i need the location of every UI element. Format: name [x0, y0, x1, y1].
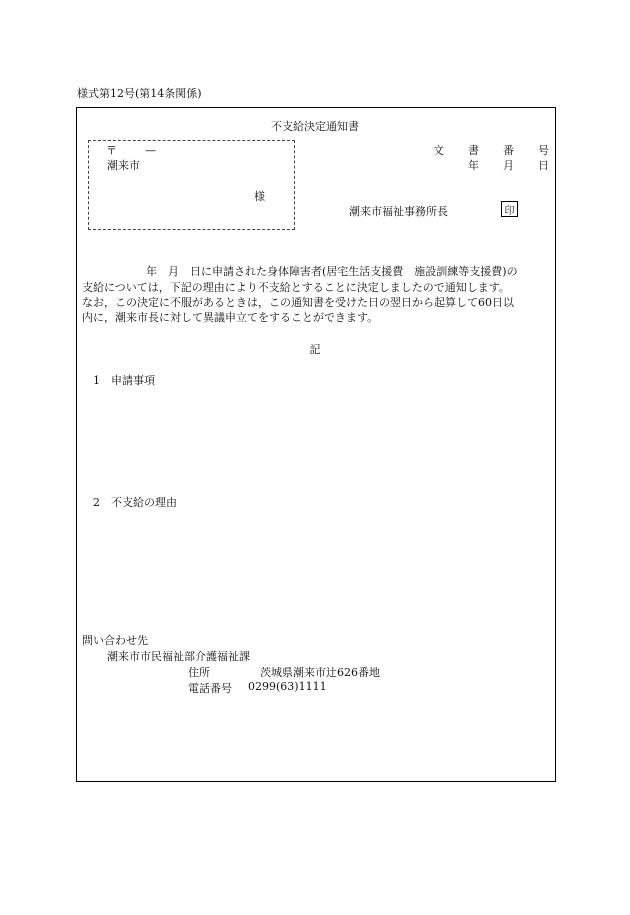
- date-day-char: 日: [538, 159, 549, 172]
- doc-number-char: 番: [503, 144, 514, 157]
- section-application-items: 1 申請事項: [93, 374, 155, 387]
- date-year-char: 年: [468, 159, 479, 172]
- date-month-char: 月: [503, 159, 514, 172]
- postal-mark: 〒: [106, 144, 117, 157]
- doc-number-char: 書: [468, 144, 479, 157]
- inquiry-address-label: 住所: [188, 666, 210, 679]
- inquiry-heading: 問い合わせ先: [82, 634, 148, 647]
- inquiry-address-value: 茨城県潮来市辻626番地: [260, 666, 380, 679]
- body-line-4: 内に，潮来市長に対して異議申立てをすることができます。: [82, 311, 379, 324]
- document-title: 不支給決定通知書: [271, 120, 359, 133]
- form-number-label: 様式第12号(第14条関係): [77, 87, 202, 100]
- recipient-city: 潮来市: [107, 159, 140, 172]
- inquiry-phone-label: 電話番号: [188, 682, 232, 695]
- ki-heading: 記: [309, 343, 321, 356]
- recipient-honorific: 様: [254, 190, 265, 203]
- body-line-3: なお，この決定に不服があるときは，この通知書を受けた日の翌日から起算して60日以: [82, 296, 514, 309]
- doc-number-char: 号: [538, 144, 549, 157]
- inquiry-phone-value: 0299(63)1111: [248, 680, 327, 693]
- postal-code-line: [106, 142, 156, 158]
- postal-dash: —: [145, 144, 156, 157]
- section-rejection-reason: 2 不支給の理由: [93, 496, 177, 509]
- official-seal-mark: 印: [501, 201, 518, 217]
- body-line-2: 支給については，下記の理由により不支給とすることに決定しましたので通知します。: [82, 281, 510, 294]
- doc-number-char: 文: [433, 144, 444, 157]
- body-line-1: 年 月 日に申請された身体障害者(居宅生活支援費 施設訓練等支援費)の: [146, 265, 518, 278]
- inquiry-department: 潮来市市民福祉部介護福祉課: [107, 650, 250, 663]
- issuer-name: 潮来市福祉事務所長: [349, 205, 448, 218]
